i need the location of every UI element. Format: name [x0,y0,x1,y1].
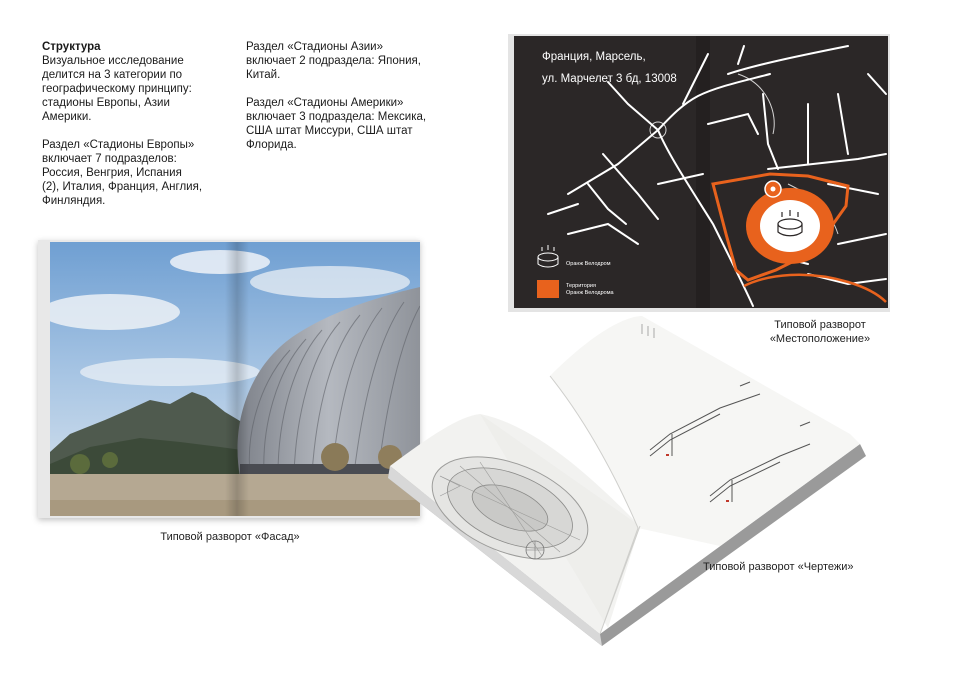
europe-section-text: Раздел «Стадионы Европы» включает 7 подразделов: Россия, Венгрия, Испания (2), Италия, Франция, Англия, Финляндия. [42,139,203,207]
structure-heading: Структура [42,41,101,53]
asia-section-text: Раздел «Стадионы Азии» включает 2 подраздела: Япония, Китай. [246,41,421,81]
address-line-1: Франция, Марсель, [542,51,646,63]
location-caption: Типовой разворот «Местоположение» [769,319,871,345]
location-spread [508,34,890,312]
structure-text-left [42,40,232,222]
america-section-text: Раздел «Стадионы Америки» включает 3 подраздела: Мексика, США штат Миссури, США штат Флорида. [246,97,427,151]
drawings-book [380,316,880,646]
location-pin-icon [765,181,781,197]
facade-photo [50,242,420,516]
drawings-caption: Типовой разворот «Чертежи» [703,561,854,573]
drawings-spread [380,316,880,646]
facade-caption: Типовой разворот «Фасад» [160,531,300,543]
facade-spread [38,240,420,518]
legend-territory-label: Территория Оранж Велодрома [566,283,614,296]
legend-territory-swatch [537,280,559,298]
structure-text-middle [246,40,456,166]
address-line-2: ул. Марчелет 3 бд, 13008 [542,73,677,85]
structure-intro: Визуальное исследование делится на 3 категории по географическому принципу: стадионы Европы, Азии Америки. [42,55,192,123]
legend-stadium-label: Оранж Велодром [566,261,611,267]
